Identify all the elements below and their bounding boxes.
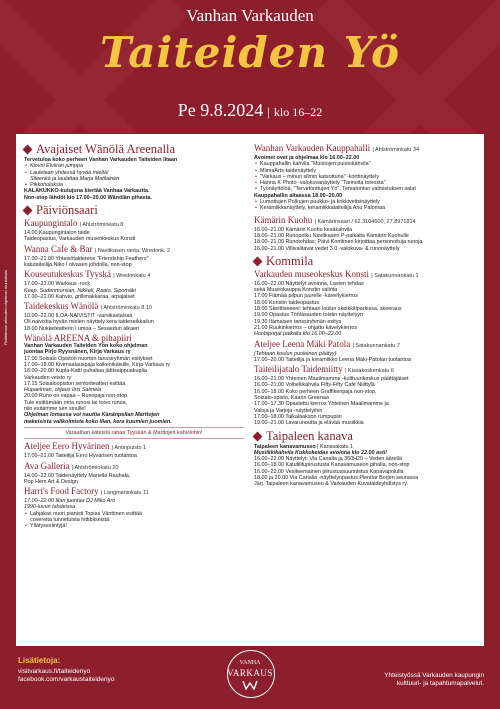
poster-header	[0, 0, 500, 133]
program-line: • Pikkoholuksia	[24, 182, 244, 188]
program-line: Taipaleen kanavamuseo | Kanavakatu 1	[254, 443, 353, 450]
cooperation-note	[334, 672, 484, 688]
program-line: Vanhan Varkauden Taiteiden Yön koko ohjelman	[24, 343, 148, 350]
program-line: KALAKUKKO-kutujuna kiertää Vanhaa Varkautta.	[24, 188, 150, 195]
left-column	[24, 142, 244, 530]
diamond-icon	[253, 431, 263, 441]
program-line: 16.00–21.00 Volheliikahvila Fifty-Fifty Café Niiittylä	[254, 382, 375, 389]
program-line: • Kiovni Elviiran jumppa	[24, 163, 244, 169]
program-line: • Hanna K Photo -valokuvanäyttely "Tarinoita toivosta"	[254, 180, 476, 186]
organizer-name: Vanhan Varkauden	[186, 6, 314, 25]
venue-leena-maki-patola: Ateljee Leena Mäki Patola | Satakunnankatu 7	[254, 338, 400, 349]
info-label: Lisätietoja:	[18, 656, 61, 665]
program-line: Sileenkä ja laulattaa Marja Matilainen	[30, 175, 120, 182]
program-line: Ohjelman lomassa voi nauttia Känänpellan Marttojen	[24, 412, 160, 419]
program-line: juontaa Pirjo Ryysnänen, Kirja Varkaus ry	[24, 349, 131, 356]
program-line: • Lauletaan yhdessä hyvää mieltä!	[24, 170, 244, 176]
program-line: 1990-luvun tahdeissa	[24, 504, 76, 511]
program-line: Tervetuloa koko perheen Vanhan Varkauden Taiteiden iltaan	[24, 157, 178, 163]
venue-tyyska: Kouseutukeskus Tyyskä | Wredonkatu 4	[24, 269, 151, 280]
program-line: 17.00 Soisalo Opiston nuorten tanssiryhmän esitykset	[24, 355, 153, 362]
program-line: 17.00–20.00 Taiteilija ja keramiikko Leena Mäki-Patolan tuotantoa	[254, 356, 411, 363]
section-title-avajaiset: Avajaiset Wänölä Areenalla	[24, 143, 244, 156]
facebook-link[interactable]: facebook.com/varkaustaiteidenyo	[18, 676, 115, 683]
program-line: Avoimet ovet ja ohjelmaa klo 16.00–22.00	[254, 155, 360, 161]
program-line: 16.00–21.00 Villivalitavat vedet 3.0 -valokuva- & runonäyttely	[254, 245, 400, 252]
cooperation-line: kulttuuri- ja tapahtumapalvelut.	[396, 680, 484, 687]
program-line: Kauppahallin altaassa 18.00–20.00	[254, 192, 343, 199]
program-line: • Keramiikkanäyttely, keramiikkataiteilija Anu Palomaa	[254, 205, 476, 211]
program-line: 10.00–22.00 ILOA-NAIVISTIT -varsikastalssa	[24, 313, 133, 320]
cooperation-line: Yhteistyössä Varkauden kaupungin	[384, 672, 484, 679]
program-line: Musiikkikahvila Kukkokeidas avoinna klo 22.00 asti!	[254, 449, 388, 456]
program-line: Pop Hem Art & Design	[24, 478, 78, 485]
program-line: Hupaelman, ohjaus Iiris Salmela	[24, 387, 102, 394]
website-link[interactable]: visitvarkaus.fi/taiteidenyo	[18, 668, 91, 675]
side-note-text: Pidätämme oikeuden ohjelman muutoksiin	[3, 270, 8, 346]
event-title: Taiteiden Yö	[99, 28, 401, 77]
program-line: 16.00–22.00 Näyttelyt: Via Canalia ja 360H20 – Veden äärellä	[254, 456, 402, 463]
program-line: • Työnäyttölöä, "Tervetonttujen Yö", Tervatontun valmistuksen salat	[254, 186, 476, 192]
program-line: 16.00–22.00 Näyttelyt avoinna, Lasten tehdas	[254, 280, 364, 287]
program-line: Soisalo-opisto, Kaarin Greenaa	[254, 395, 329, 402]
info-links	[18, 668, 114, 684]
program-line: katutaiteilija Niko I olvasen johdolla, non-stop	[24, 261, 132, 268]
program-line: 19.30 Itämaisen tanssiryhmän esitys	[254, 318, 342, 325]
venue-taidekeskus-wanola: Taidekeskus Wänölä | Ahlströminkatu 8 10	[24, 301, 152, 312]
section-title-taipaleen-kanava: Taipaleen kanava	[254, 430, 476, 443]
section-title-paivionsaari: Päiviönsaari	[24, 204, 244, 217]
program-line: 21.00 Ruukinkierros – ohjattu kävelykierros	[254, 324, 358, 331]
program-line: 19.00 Opastus Tööläsauden toistin näyttelyyn	[254, 312, 363, 319]
program-line: (Tehtaan koulun puoleinen päätyy)	[254, 350, 337, 357]
right-column	[254, 142, 476, 488]
diamond-icon	[23, 145, 33, 155]
program-line: • Kauppahallin kahvila "Muistojen puistokahvila"	[254, 161, 476, 167]
date-separator: |	[267, 104, 270, 119]
venue-kauppahalli: Wanhan Varkauden Kauppahalli | Ahlströminkatu 34	[254, 143, 420, 153]
program-line: 17.00 Fiämää pilpun juurelle -käveltykierros	[254, 293, 358, 300]
program-line: 16.00–18.00 Koko perheen Graffikenpaja non-stop,	[254, 388, 377, 395]
program-line: Tule esittämään oma runosi tai toivo runoa,	[24, 399, 128, 406]
program-line: 17.00–21.00 Yhteisötaideteos "Friendship Feathers"	[24, 255, 149, 262]
program-line: 17.00–18.00 Kivimaalauspaja kaikenikäisille, Kirja-Varkaus ry	[24, 361, 171, 368]
program-line: 19.00–21.00 Lavarunoutta ja elävää musiikkia	[254, 420, 364, 427]
program-line: 17.00–21.00 Warkaus -rock	[24, 281, 91, 288]
program-line: 16.00–18.00 Katutilitupirustusta Kanavamuseon pihalla, non-stop	[254, 462, 410, 469]
program-line: • "Varkaus – minun silmin katsottuna" -korttinäyttely	[254, 174, 476, 180]
program-line: 20.00 Runo on vapaa – Runopaja non-stop	[24, 393, 128, 400]
program-line: • Lumottujen Polkujen puukko- ja kokkiveitsinäyttely	[254, 199, 476, 205]
program-line: 18.00 Nukketeatterin l umoa – Sesaedun alkaen	[24, 325, 140, 332]
cash-note: Varaathan käteistä rahaa Tyyskän & Marttojen kahvilohin!	[65, 429, 203, 436]
program-sheet	[16, 134, 484, 646]
program-line: 17.00–21.00 Taiteilija Eero Hyvärisen tuotantoa	[24, 453, 137, 460]
program-line: 14.00–22.00 Taidenäyttely Mariella Rauhala,	[24, 472, 131, 479]
divider	[24, 427, 244, 428]
logo-text-main: VARKAUS	[227, 668, 273, 678]
logo-text-top: VANHA	[239, 660, 261, 666]
program-line: 18.00 Konstin taideopastus	[254, 299, 320, 306]
program-line: 18.00–21.00 Runopolku Navitkasen P-paikalta Kämärin Kuohulle	[254, 232, 409, 239]
program-line: Taideopastus, Varkauden museokeskus Konsti	[24, 236, 136, 243]
program-line: 17.00–21.00 Kahvio, grillimakkaraa, arpajaiset	[24, 293, 135, 300]
date-text: Pe 9.8.2024	[177, 100, 264, 120]
program-line: • Yllätysesiintyjä!	[24, 523, 244, 529]
venue-museokeskus-konsti: Varkauden museokeskus Konsti | Satakunnankatu 1	[254, 268, 419, 279]
program-line: makeisista valikoimista koko illan, kera kuumien juomien.	[24, 418, 172, 425]
program-line: 16.00–21.00 Kämärin Kuohu kesäkahvila	[254, 226, 353, 233]
section-title-kommila: Kommila	[254, 255, 476, 268]
venue-kamarin-kuohu: Kämärin Kuohu | Kämärinsaari / 62.3104600, 27.8971814	[254, 214, 416, 225]
venue-eero-hyvarinen: Ateljee Eero Hyvärinen | Antinpuisto 1	[24, 441, 147, 452]
program-line: 16.00–21.00 Yhteinen Maailmamme -kulttuurikeskus päättäjäiset	[254, 376, 409, 383]
venue-kaupungintalo: Kaupungintalo | Ahlströminkatu 8	[24, 218, 124, 229]
program-line: 18.00 Skeittiseeeni: tehtaan loulun skeikkitiparkissa, skeeraus	[254, 306, 402, 313]
venue-ava-galleria: Ava Galleria | Ahlströminkatu 20	[24, 460, 119, 471]
program-line: covereita tunnetuista hittibiiseistä	[30, 516, 110, 523]
logo-crown-icon	[242, 680, 258, 690]
program-line: 17.00–17.30 Opastettu kierros Yhteinen Maailmamme ja	[254, 401, 389, 408]
venue-taidemiitty: Taiteilijatalo Taidemiitty | Kissakoskenkatu 6	[254, 364, 394, 375]
program-line: 17.00–18.00 Taikalaakson rumpupiiri	[254, 413, 342, 420]
program-line: 17.15 Soisaloopiston senioriteatteri esittää	[24, 380, 126, 387]
program-line: 14.00 Kaupungintalon taide	[24, 230, 90, 237]
program-line: sekä Museokauppa Konstin valinta	[254, 287, 338, 294]
vanha-varkaus-logo	[212, 650, 288, 706]
divider	[24, 438, 244, 439]
program-line: • MiimaArts-taidenäyttely	[254, 168, 476, 174]
program-line: Hoobiporjat paikalla klo 16.00–22.00	[254, 331, 342, 338]
program-line: 16.00–22.00 Vesiteemainen piirustussuunnistus Kanavapolulla	[254, 468, 404, 475]
program-line: 18.00–21.00 Runotohdas; Päivi Konttinen kirjoittaa personoituja runoja	[254, 239, 423, 246]
program-line: 18.00–20.00 Kupla-Kattl puhaltaa jättisaippuakuplia	[24, 368, 147, 375]
event-date	[0, 100, 500, 121]
poster-footer	[0, 646, 500, 709]
program-line: • Lahjakas nuori pianisti Topias Vänttinen esittää	[24, 511, 244, 517]
diamond-icon	[23, 206, 33, 216]
program-line: 18.00 ja 20.00 Via Canalia -näyttelyopastus Pienitar Borjen seurassa	[254, 474, 419, 481]
venue-harris-food-factory: Harri's Food Factory | Längmaninkatu 11	[24, 486, 149, 497]
program-line: Oli naivistia hyvän mielen näyttely kera taideseikkailun	[24, 319, 154, 326]
program-line: Järj. Taipaleen kanavamuseo & Varkauden Kuvataideyhdistys ry.	[254, 481, 409, 488]
program-line: 17.00–22.00 Illan juontaa DJ Miko Aro	[24, 498, 116, 505]
program-line: Non-stop lähdöt klo 17.00–20.00 Wänölän pihasta.	[24, 194, 152, 201]
venue-wanola-areena: Wänölä AREENA & pihapiiri	[24, 333, 132, 344]
time-text: klo 16–22	[273, 105, 323, 119]
program-line: Keep, Sudenmorsian, Nikkeli, Raato, Sipomäki	[24, 287, 136, 294]
diamond-icon	[253, 256, 263, 266]
program-line: niin esitämme sen sinulle!	[24, 406, 86, 413]
side-note	[3, 270, 11, 380]
venue-wanna-cafe: Wanna Cafe & Bar | Navitkasen ranta, Wredonk. 2	[24, 243, 171, 254]
program-line: Valoja ja Varjoja -näyttelyihin	[254, 407, 323, 414]
program-line: Varkauden veisto ry	[24, 374, 72, 381]
